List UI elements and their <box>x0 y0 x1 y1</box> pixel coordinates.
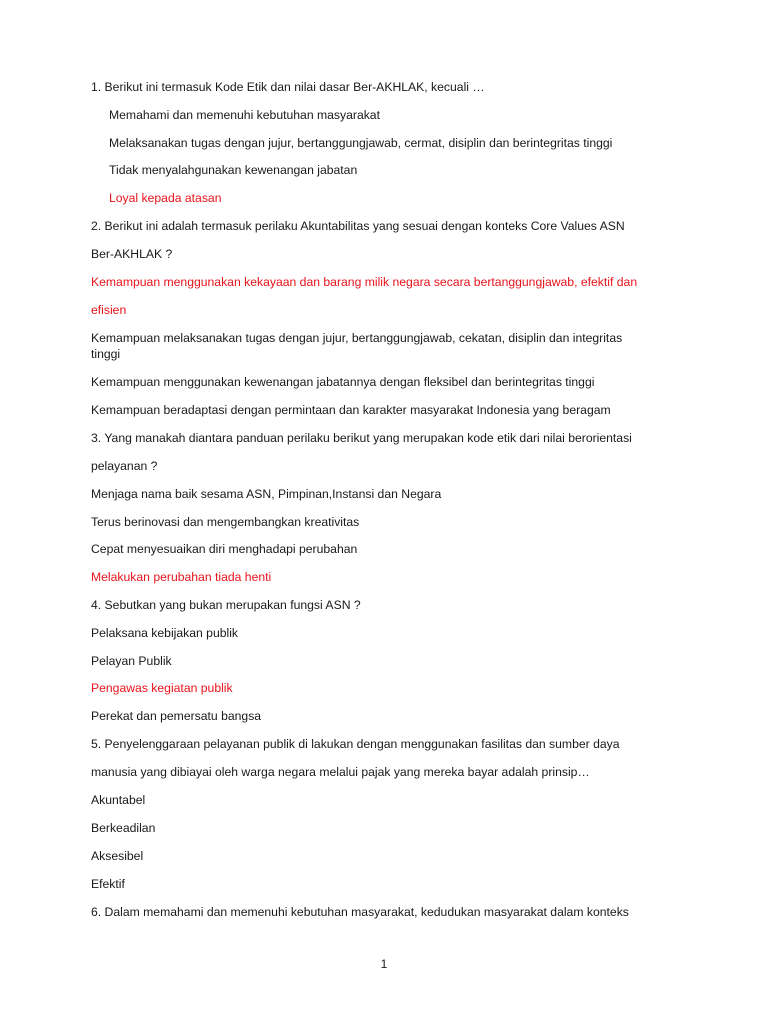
q5-option-d: Efektif <box>91 877 125 891</box>
q2-option-c: Kemampuan menggunakan kewenangan jabatannya dengan fleksibel dan berintegritas tinggi <box>91 375 595 389</box>
q1-answer: Loyal kepada atasan <box>109 191 222 205</box>
q4-answer: Pengawas kegiatan publik <box>91 681 233 695</box>
q3-answer: Melakukan perubahan tiada henti <box>91 570 272 584</box>
q2-answer-cont: efisien <box>91 303 127 317</box>
question-5-cont: manusia yang dibiayai oleh warga negara melalui pajak yang mereka bayar adalah prinsip… <box>91 765 590 779</box>
q4-option-d: Perekat dan pemersatu bangsa <box>91 709 262 723</box>
q5-option-a: Akuntabel <box>91 793 146 807</box>
q4-option-a: Pelaksana kebijakan publik <box>91 626 239 640</box>
question-6: 6. Dalam memahami dan memenuhi kebutuhan masyarakat, kedudukan masyarakat dalam konteks <box>91 905 629 919</box>
question-2-cont: Ber-AKHLAK ? <box>91 247 173 261</box>
q1-option-a: Memahami dan memenuhi kebutuhan masyarakat <box>109 108 380 122</box>
q2-option-b: Kemampuan melaksanakan tugas dengan jujur, bertanggungjawab, cekatan, disiplin dan integritas <box>91 331 623 345</box>
q3-option-b: Terus berinovasi dan mengembangkan kreativitas <box>91 515 360 529</box>
q4-option-b: Pelayan Publik <box>91 654 172 668</box>
q2-option-d: Kemampuan beradaptasi dengan permintaan dan karakter masyarakat Indonesia yang beragam <box>91 403 611 417</box>
q1-option-b: Melaksanakan tugas dengan jujur, bertanggungjawab, cermat, disiplin dan berintegritas tinggi <box>109 136 613 150</box>
q3-option-c: Cepat menyesuaikan diri menghadapi perubahan <box>91 542 358 556</box>
question-3-cont: pelayanan ? <box>91 459 158 473</box>
page-number: 1 <box>380 957 388 971</box>
q5-option-b: Berkeadilan <box>91 821 156 835</box>
q3-option-a: Menjaga nama baik sesama ASN, Pimpinan,Instansi dan Negara <box>91 487 442 501</box>
q5-option-c: Aksesibel <box>91 849 144 863</box>
question-3: 3. Yang manakah diantara panduan perilaku berikut yang merupakan kode etik dari nilai berorientasi <box>91 431 632 445</box>
q2-answer: Kemampuan menggunakan kekayaan dan barang milik negara secara bertanggungjawab, efektif dan <box>91 275 638 289</box>
question-2: 2. Berikut ini adalah termasuk perilaku Akuntabilitas yang sesuai dengan konteks Core Values ASN <box>91 219 625 233</box>
q1-option-c: Tidak menyalahgunakan kewenangan jabatan <box>109 163 358 177</box>
question-4: 4. Sebutkan yang bukan merupakan fungsi ASN ? <box>91 598 361 612</box>
q2-option-b-cont: tinggi <box>91 347 121 361</box>
question-5: 5. Penyelenggaraan pelayanan publik di lakukan dengan menggunakan fasilitas dan sumber daya <box>91 737 620 751</box>
question-1: 1. Berikut ini termasuk Kode Etik dan nilai dasar Ber-AKHLAK, kecuali … <box>91 80 485 94</box>
